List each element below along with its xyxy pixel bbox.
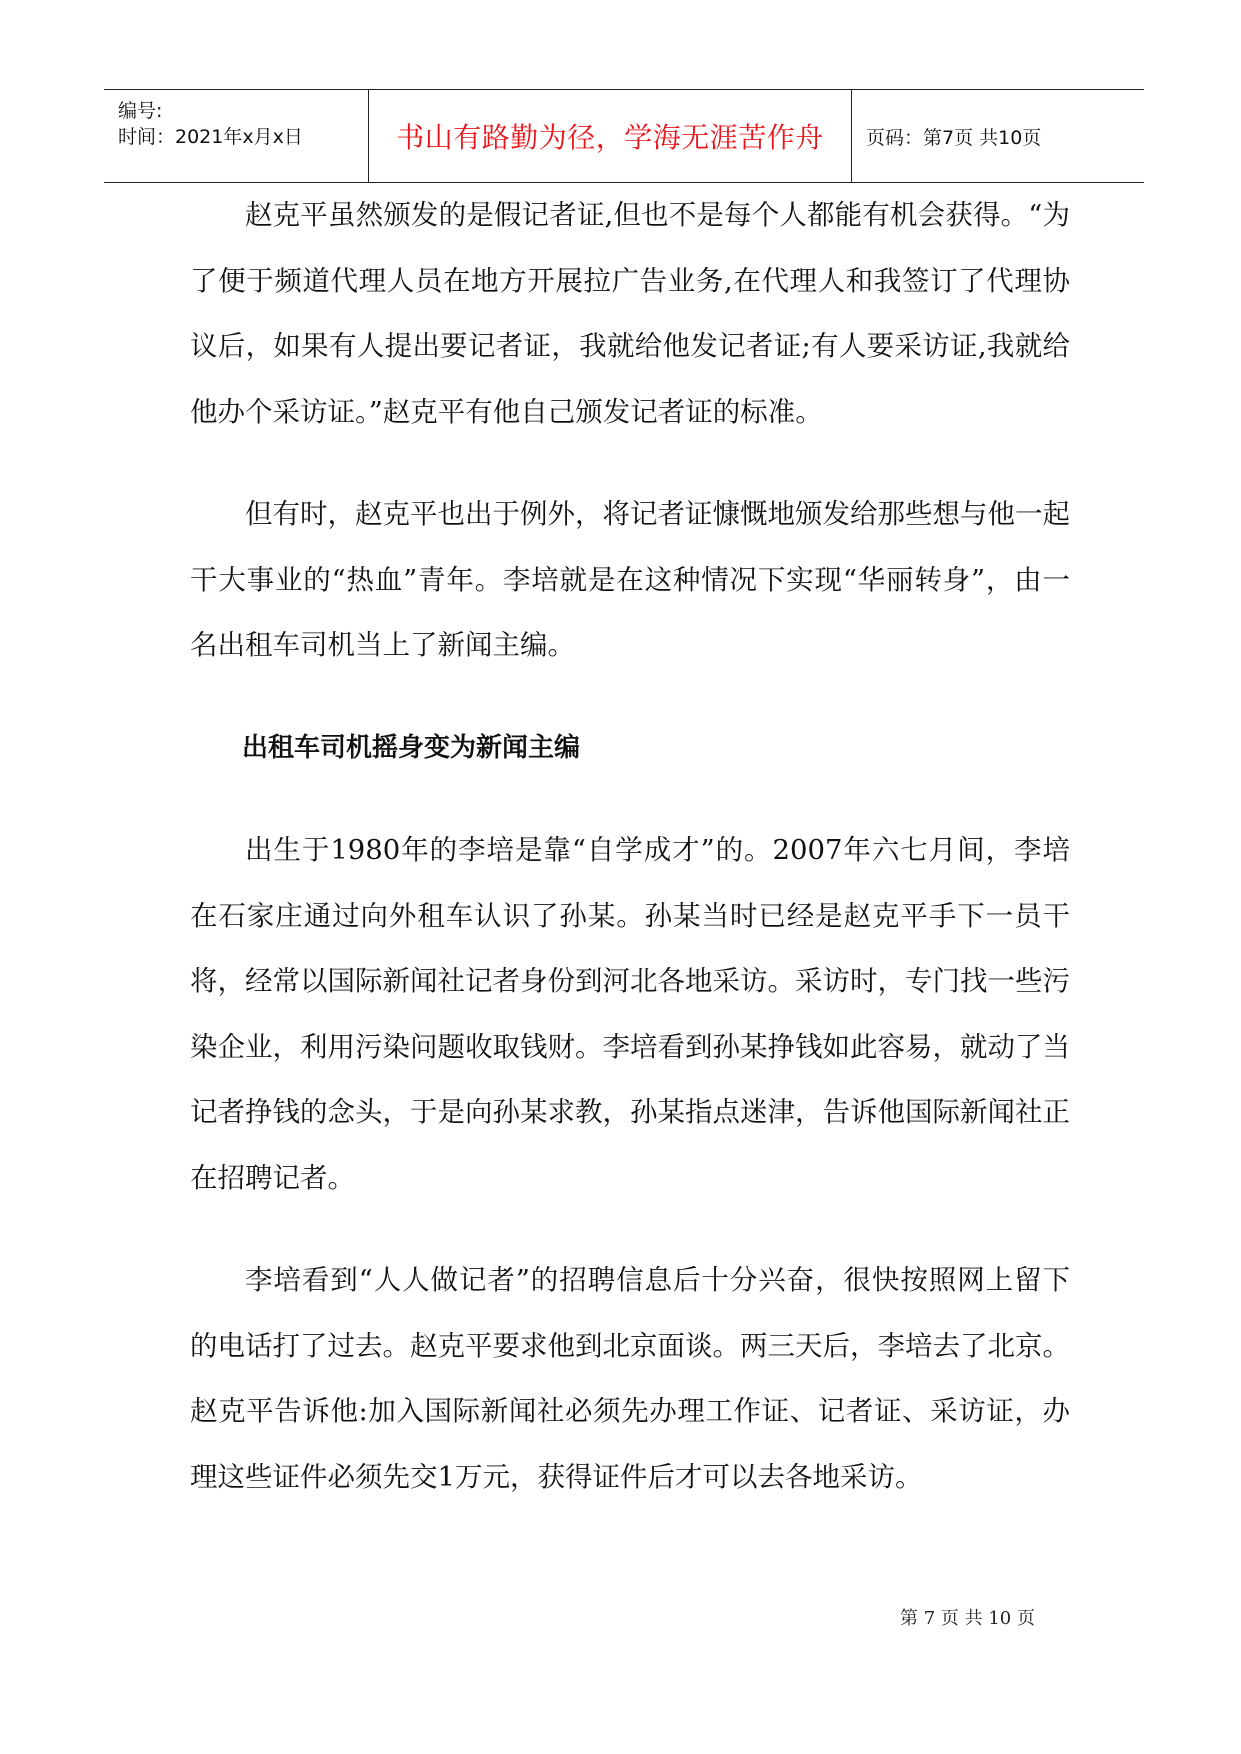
paragraph: 出生于1980年的李培是靠“自学成才”的。2007年六七月间，李培在石家庄通过向外租车认识了孙某。孙某当时已经是赵克平手下一员干将，经常以国际新闻社记者身份到河北各地采访。采访时，专门找一些污染企业，利用污染问题收取钱财。李培看到孙某挣钱如此容易，就动了当记者挣钱的念头，于是向孙某求教，孙某指点迷津，告诉他国际新闻社正在招聘记者。 [190, 834, 1070, 1194]
page-code: 页码：第7页 共10页 [866, 126, 1042, 149]
time-label: 时间：2021年x月x日 [118, 126, 303, 148]
motto-text: 书山有路勤为径，学海无涯苦作舟 [396, 121, 824, 154]
header-page-cell [852, 90, 1144, 182]
page-footer: 第 7 页 共 10 页 [900, 1608, 1035, 1629]
document-body [190, 183, 1070, 1547]
document-header [104, 89, 1144, 183]
header-motto-cell [368, 90, 852, 182]
header-meta-cell [104, 90, 368, 182]
serial-label: 编号: [118, 100, 163, 122]
section-heading: 出租车司机摇身变为新闻主编 [242, 732, 581, 763]
paragraph: 但有时，赵克平也出于例外，将记者证慷慨地颁发给那些想与他一起干大事业的“热血”青年。李培就是在这种情况下实现“华丽转身”，由一名出租车司机当上了新闻主编。 [190, 498, 1070, 661]
paragraph: 李培看到“人人做记者”的招聘信息后十分兴奋，很快按照网上留下的电话打了过去。赵克平要求他到北京面谈。两三天后，李培去了北京。赵克平告诉他:加入国际新闻社必须先办理工作证、记者证、采访证，办理这些证件必须先交1万元，获得证件后才可以去各地采访。 [190, 1264, 1070, 1493]
paragraph: 赵克平虽然颁发的是假记者证,但也不是每个人都能有机会获得。“为了便于频道代理人员在地方开展拉广告业务,在代理人和我签订了代理协议后，如果有人提出要记者证，我就给他发记者证;有人要采访证,我就给他办个采访证。”赵克平有他自己颁发记者证的标准。 [190, 199, 1070, 428]
